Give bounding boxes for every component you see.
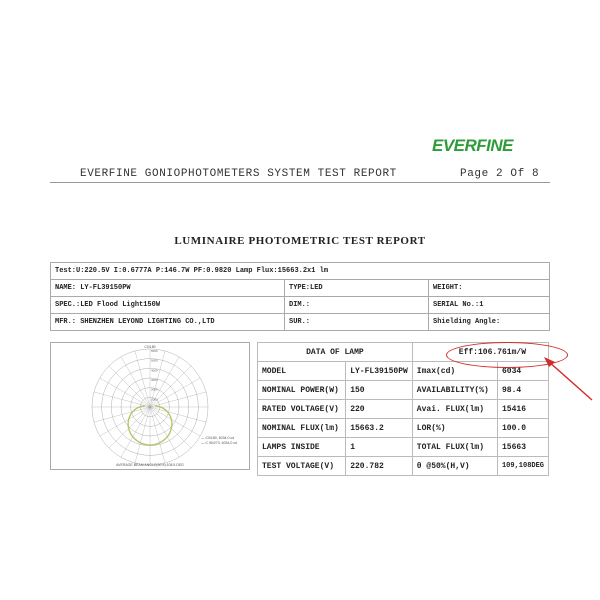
polar-legend-2: — C 90/270, 6034.0 cd: [201, 441, 237, 445]
polar-spoke: [100, 407, 150, 436]
polar-labels: [151, 349, 158, 401]
table-row: [51, 263, 550, 280]
page-number: Page 2 Of 8: [460, 168, 540, 180]
polar-spoke: [100, 378, 150, 407]
polar-ring-label: 3000: [151, 378, 158, 382]
polar-ring-label: 1000: [151, 397, 158, 402]
polar-spoke: [150, 407, 200, 436]
sur-cell: SUR.:: [285, 314, 429, 331]
row-availability-value: 98.4: [497, 381, 548, 400]
dim-cell: DIM.:: [285, 297, 429, 314]
polar-top-label: C0/180: [144, 345, 156, 349]
row-nominal-flux-label: NOMINAL FLUX(lm): [258, 419, 346, 438]
row-lamps-inside-value: 1: [346, 438, 413, 457]
row-imax-value: 6034: [497, 362, 548, 381]
report-system-title: EVERFINE GONIOPHOTOMETERS SYSTEM TEST REPORT: [80, 168, 397, 180]
row-imax-label: Imax(cd): [412, 362, 497, 381]
row-power-label: NOMINAL POWER(W): [258, 381, 346, 400]
test-line: Test:U:220.5V I:0.6777A P:146.7W PF:0.9820 Lamp Flux:15663.2x1 lm: [51, 263, 550, 280]
polar-legend-1: — C0/180, 6034.0 cd: [201, 436, 235, 440]
polar-spoke: [109, 407, 150, 448]
lamp-data-header: DATA OF LAMP: [258, 343, 413, 362]
row-power-value: 150: [346, 381, 413, 400]
polar-spoke: [150, 378, 200, 407]
polar-spoke: [121, 407, 150, 457]
polar-chart: [51, 343, 249, 469]
row-avai-flux-label: Avai. FLUX(lm): [412, 400, 497, 419]
row-test-voltage-value: 220.782: [346, 457, 413, 476]
table-row: [258, 400, 549, 419]
annotation-arrow-icon: [520, 355, 600, 405]
row-lor-value: 100.0: [497, 419, 548, 438]
row-avai-flux-value: 15416: [497, 400, 548, 419]
row-total-flux-value: 15663: [497, 438, 548, 457]
polar-ring-label: 4000: [151, 368, 158, 373]
efficacy-value: Eff:106.761m/W: [412, 343, 548, 362]
row-test-voltage-label: TEST VOLTAGE(V): [258, 457, 346, 476]
row-voltage-label: RATED VOLTAGE(V): [258, 400, 346, 419]
row-lamps-inside-label: LAMPS INSIDE: [258, 438, 346, 457]
polar-chart-panel: [50, 342, 250, 470]
table-row: [51, 314, 550, 331]
name-cell: NAME: LY-FL39150PW: [51, 280, 285, 297]
row-total-flux-label: TOTAL FLUX(lm): [412, 438, 497, 457]
polar-grid: [92, 349, 208, 465]
polar-spoke: [150, 407, 179, 457]
table-row: [51, 297, 550, 314]
table-row: [258, 381, 549, 400]
polar-ring-label: 6000: [151, 349, 158, 353]
table-row: [258, 419, 549, 438]
polar-spoke: [121, 357, 150, 407]
serial-cell: SERIAL No.:1: [429, 297, 550, 314]
row-voltage-value: 220: [346, 400, 413, 419]
row-beam-angle-value: 109,108DEG: [497, 457, 548, 476]
table-row: [258, 457, 549, 476]
row-model-value: LY-FL39150PW: [346, 362, 413, 381]
row-lor-label: LOR(%): [412, 419, 497, 438]
everfine-logo: EVERFINE: [432, 136, 514, 155]
report-title: LUMINAIRE PHOTOMETRIC TEST REPORT: [174, 235, 426, 247]
table-row: [51, 280, 550, 297]
polar-spoke: [150, 407, 191, 448]
row-beam-angle-label: θ @50%(H,V): [412, 457, 497, 476]
polar-spoke: [109, 366, 150, 407]
shielding-cell: Shielding Angle:: [429, 314, 550, 331]
row-availability-label: AVAILABILITY(%): [412, 381, 497, 400]
header-rule: [50, 182, 550, 183]
spec-cell: SPEC.:LED Flood Light150W: [51, 297, 285, 314]
weight-cell: WEIGHT:: [429, 280, 550, 297]
polar-ring-label: 5000: [151, 358, 158, 363]
test-info-table: [50, 262, 550, 331]
row-nominal-flux-value: 15663.2: [346, 419, 413, 438]
type-cell: TYPE:LED: [285, 280, 429, 297]
polar-ring-label: 2000: [151, 387, 158, 392]
polar-footer: AVERAGE BEAM ANGLE(50%):108.5 DEG: [116, 463, 184, 467]
table-row: [258, 438, 549, 457]
mfr-cell: MFR.: SHENZHEN LEYOND LIGHTING CO.,LTD: [51, 314, 285, 331]
row-model-label: MODEL: [258, 362, 346, 381]
